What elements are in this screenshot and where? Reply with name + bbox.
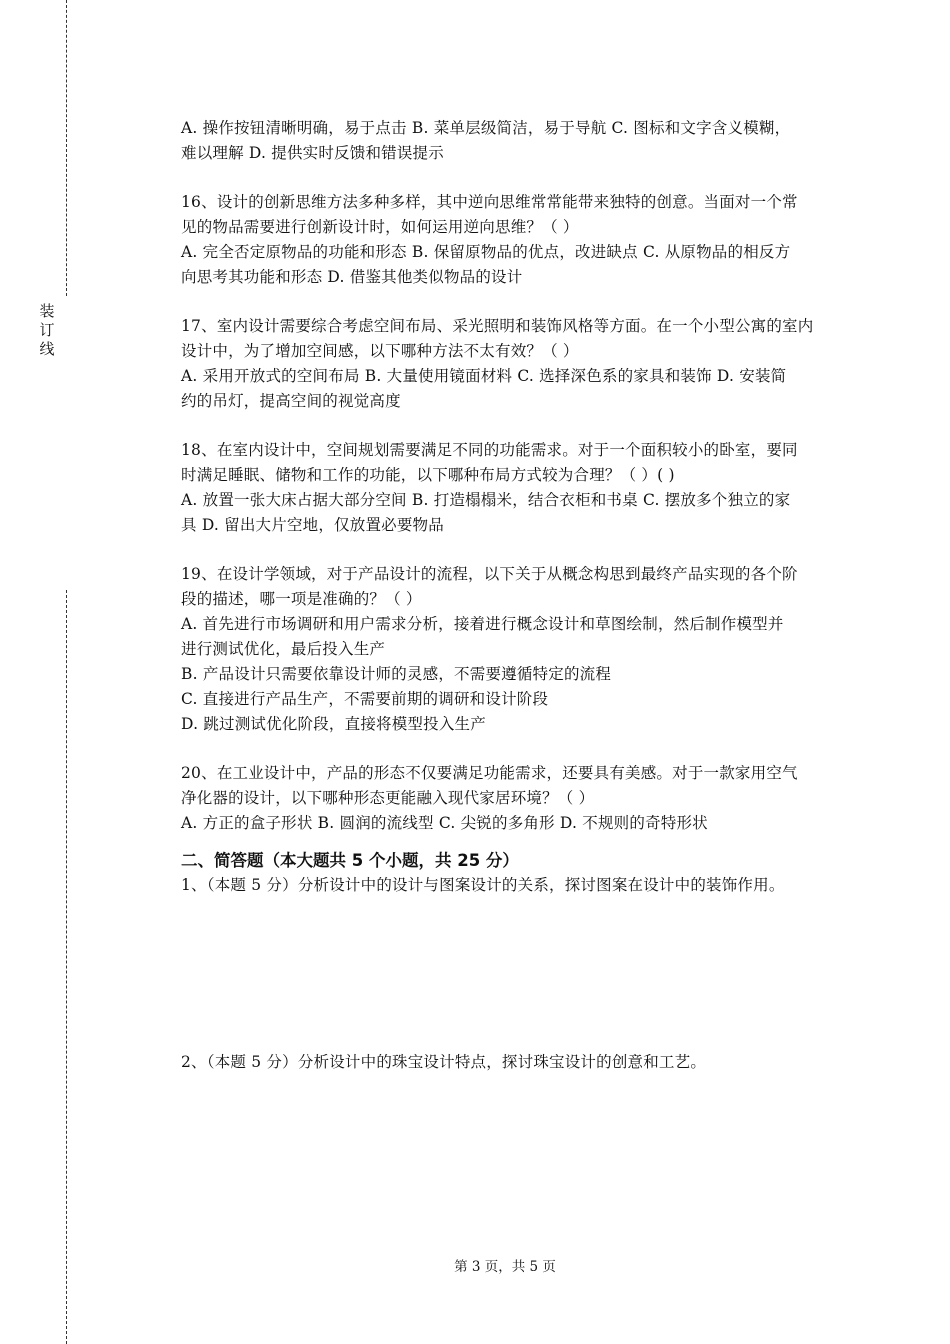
option-line: A. 方正的盒子形状 B. 圆润的流线型 C. 尖锐的多角形 D. 不规则的奇特形状 [181, 814, 708, 832]
question-20 [181, 761, 841, 836]
question-17 [181, 314, 841, 414]
binding-char: 装 [39, 302, 55, 320]
option-line: 难以理解 D. 提供实时反馈和错误提示 [181, 144, 444, 162]
question-stem: 17、室内设计需要综合考虑空间布局、采光照明和装饰风格等方面。在一个小型公寓的室内 [181, 317, 814, 335]
question-19 [181, 562, 841, 737]
option-d: D. 跳过测试优化阶段，直接将模型投入生产 [181, 715, 486, 733]
binding-line-bottom [66, 590, 67, 1344]
binding-label [38, 302, 56, 359]
question-stem: 设计中，为了增加空间感，以下哪种方法不太有效？（ ） [181, 342, 579, 360]
short-answer-question-1: 1、（本题 5 分）分析设计中的设计与图案设计的关系，探讨图案在设计中的装饰作用。 [181, 876, 785, 894]
option-line: A. 放置一张大床占据大部分空间 B. 打造榻榻米，结合衣柜和书桌 C. 摆放多个独立的家 [181, 491, 791, 509]
binding-char: 订 [39, 321, 55, 339]
option-line: 具 D. 留出大片空地，仅放置必要物品 [181, 516, 444, 534]
option-line: 约的吊灯，提高空间的视觉高度 [181, 392, 401, 410]
question-16 [181, 190, 841, 290]
question-stem: 见的物品需要进行创新设计时，如何运用逆向思维？（ ） [181, 218, 579, 236]
option-line: 向思考其功能和形态 D. 借鉴其他类似物品的设计 [181, 268, 523, 286]
question-stem: 18、在室内设计中，空间规划需要满足不同的功能需求。对于一个面积较小的卧室，要同 [181, 441, 798, 459]
question-stem: 净化器的设计，以下哪种形态更能融入现代家居环境？（ ） [181, 789, 595, 807]
option-a: A. 首先进行市场调研和用户需求分析，接着进行概念设计和草图绘制，然后制作模型并 [181, 615, 784, 633]
question-stem: 时满足睡眠、储物和工作的功能，以下哪种布局方式较为合理？（ ）( ) [181, 466, 675, 484]
option-a: 进行测试优化，最后投入生产 [181, 640, 386, 658]
question-stem: 19、在设计学领域，对于产品设计的流程，以下关于从概念构思到最终产品实现的各个阶 [181, 565, 798, 583]
option-c: C. 直接进行产品生产，不需要前期的调研和设计阶段 [181, 690, 549, 708]
page-footer: 第 3 页，共 5 页 [454, 1259, 556, 1275]
binding-char: 线 [39, 340, 55, 358]
exam-content [181, 116, 841, 1075]
option-b: B. 产品设计只需要依靠设计师的灵感，不需要遵循特定的流程 [181, 665, 612, 683]
option-line: A. 采用开放式的空间布局 B. 大量使用镜面材料 C. 选择深色系的家具和装饰 D. 安装简 [181, 367, 787, 385]
question-stem: 段的描述，哪一项是准确的？（ ） [181, 590, 422, 608]
binding-line-top [66, 0, 67, 296]
question-stem: 16、设计的创新思维方法多种多样，其中逆向思维常常能带来独特的创意。当面对一个常 [181, 193, 798, 211]
option-line: A. 操作按钮清晰明确，易于点击 B. 菜单层级简洁，易于导航 C. 图标和文字含义模糊， [181, 119, 791, 137]
question-15-options [181, 116, 841, 166]
answer-space [181, 898, 841, 1050]
question-18 [181, 438, 841, 538]
question-stem: 20、在工业设计中，产品的形态不仅要满足功能需求，还要具有美感。对于一款家用空气 [181, 764, 798, 782]
section-heading: 二、简答题（本大题共 5 个小题，共 25 分） [181, 851, 519, 870]
short-answer-question-2: 2、（本题 5 分）分析设计中的珠宝设计特点，探讨珠宝设计的创意和工艺。 [181, 1053, 707, 1071]
option-line: A. 完全否定原物品的功能和形态 B. 保留原物品的优点，改进缺点 C. 从原物品的相反方 [181, 243, 791, 261]
